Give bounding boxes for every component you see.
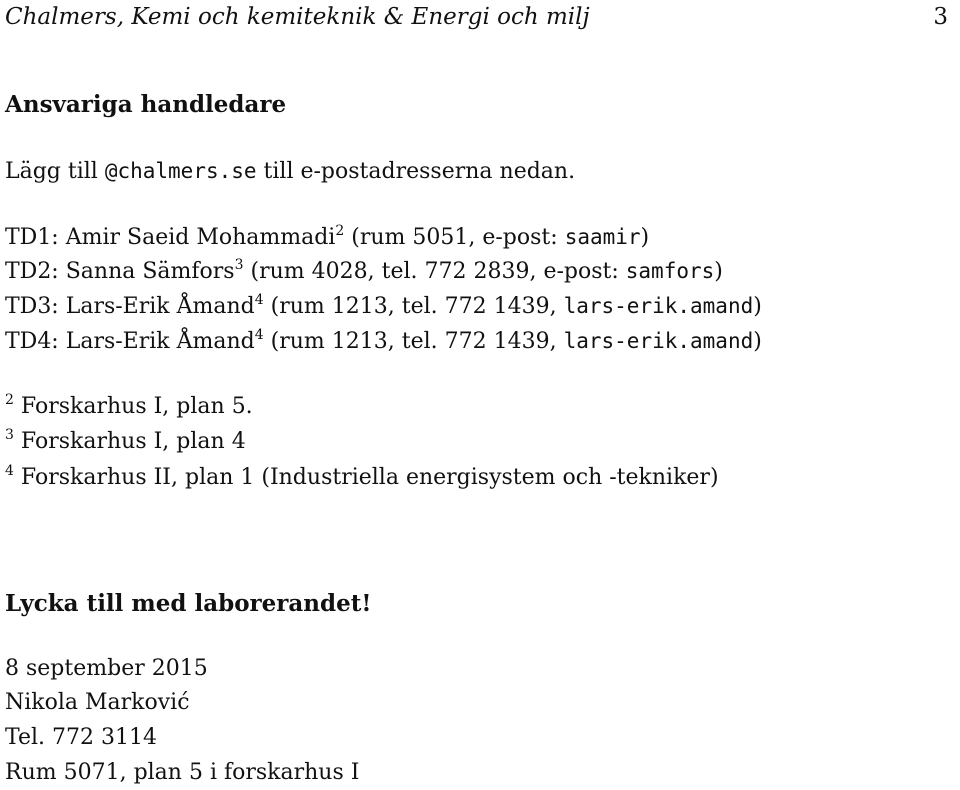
footnote-ref: 4	[254, 327, 264, 343]
author-name: Nikola Marković	[5, 690, 190, 715]
supervisor-details: (rum 1213, tel. 772 1439,	[263, 329, 564, 354]
footnote-ref: 4	[254, 292, 264, 308]
footnote-ref: 3	[234, 257, 244, 273]
supervisor-entry	[5, 258, 723, 285]
running-header: Chalmers, Kemi och kemiteknik & Energi och milj	[5, 4, 590, 30]
supervisor-email: lars-erik.amand	[563, 294, 754, 318]
entry-close: )	[640, 225, 650, 250]
supervisor-name: TD2: Sanna Sämfors	[5, 259, 235, 284]
supervisor-name: TD1: Amir Saeid Mohammadi	[5, 225, 336, 250]
supervisor-name: TD4: Lars-Erik Åmand	[5, 329, 255, 354]
footnote-mark: 2	[5, 392, 14, 408]
supervisor-entry	[5, 328, 762, 355]
supervisor-details: (rum 4028, tel. 772 2839, e-post:	[243, 259, 626, 284]
supervisor-details: (rum 1213, tel. 772 1439,	[263, 294, 564, 319]
entry-close: )	[753, 294, 762, 319]
footnote-text: Forskarhus I, plan 5.	[13, 394, 253, 419]
closing-greeting: Lycka till med laborerandet!	[5, 590, 372, 617]
supervisor-name: TD3: Lars-Erik Åmand	[5, 294, 255, 319]
footnote-ref: 2	[335, 223, 345, 239]
supervisor-entry	[5, 224, 649, 251]
footnote-text: Forskarhus II, plan 1 (Industriella energisystem och -tekniker)	[13, 465, 719, 490]
author-phone: Tel. 772 3114	[5, 725, 157, 750]
supervisor-details: (rum 5051, e-post:	[344, 225, 565, 250]
footnote-mark: 4	[5, 463, 14, 479]
footnote-text: Forskarhus I, plan 4	[13, 429, 246, 454]
footnote-mark: 3	[5, 427, 14, 443]
footnote	[5, 429, 246, 455]
supervisor-email: samfors	[625, 259, 715, 283]
footnote	[5, 394, 253, 420]
entry-close: )	[714, 259, 723, 284]
email-domain: @chalmers.se	[104, 159, 257, 183]
entry-close: )	[753, 329, 762, 354]
footnote	[5, 465, 719, 491]
closing-date: 8 september 2015	[5, 656, 208, 681]
page-number: 3	[933, 4, 948, 30]
author-room: Rum 5071, plan 5 i forskarhus I	[5, 760, 360, 785]
supervisor-email: saamir	[564, 225, 641, 249]
intro-prefix: Lägg till	[5, 159, 105, 184]
section-heading: Ansvariga handledare	[5, 91, 287, 118]
supervisor-entry	[5, 293, 762, 320]
supervisor-email: lars-erik.amand	[563, 329, 754, 353]
intro-suffix: till e-postadresserna nedan.	[256, 159, 576, 184]
email-intro	[5, 158, 575, 185]
